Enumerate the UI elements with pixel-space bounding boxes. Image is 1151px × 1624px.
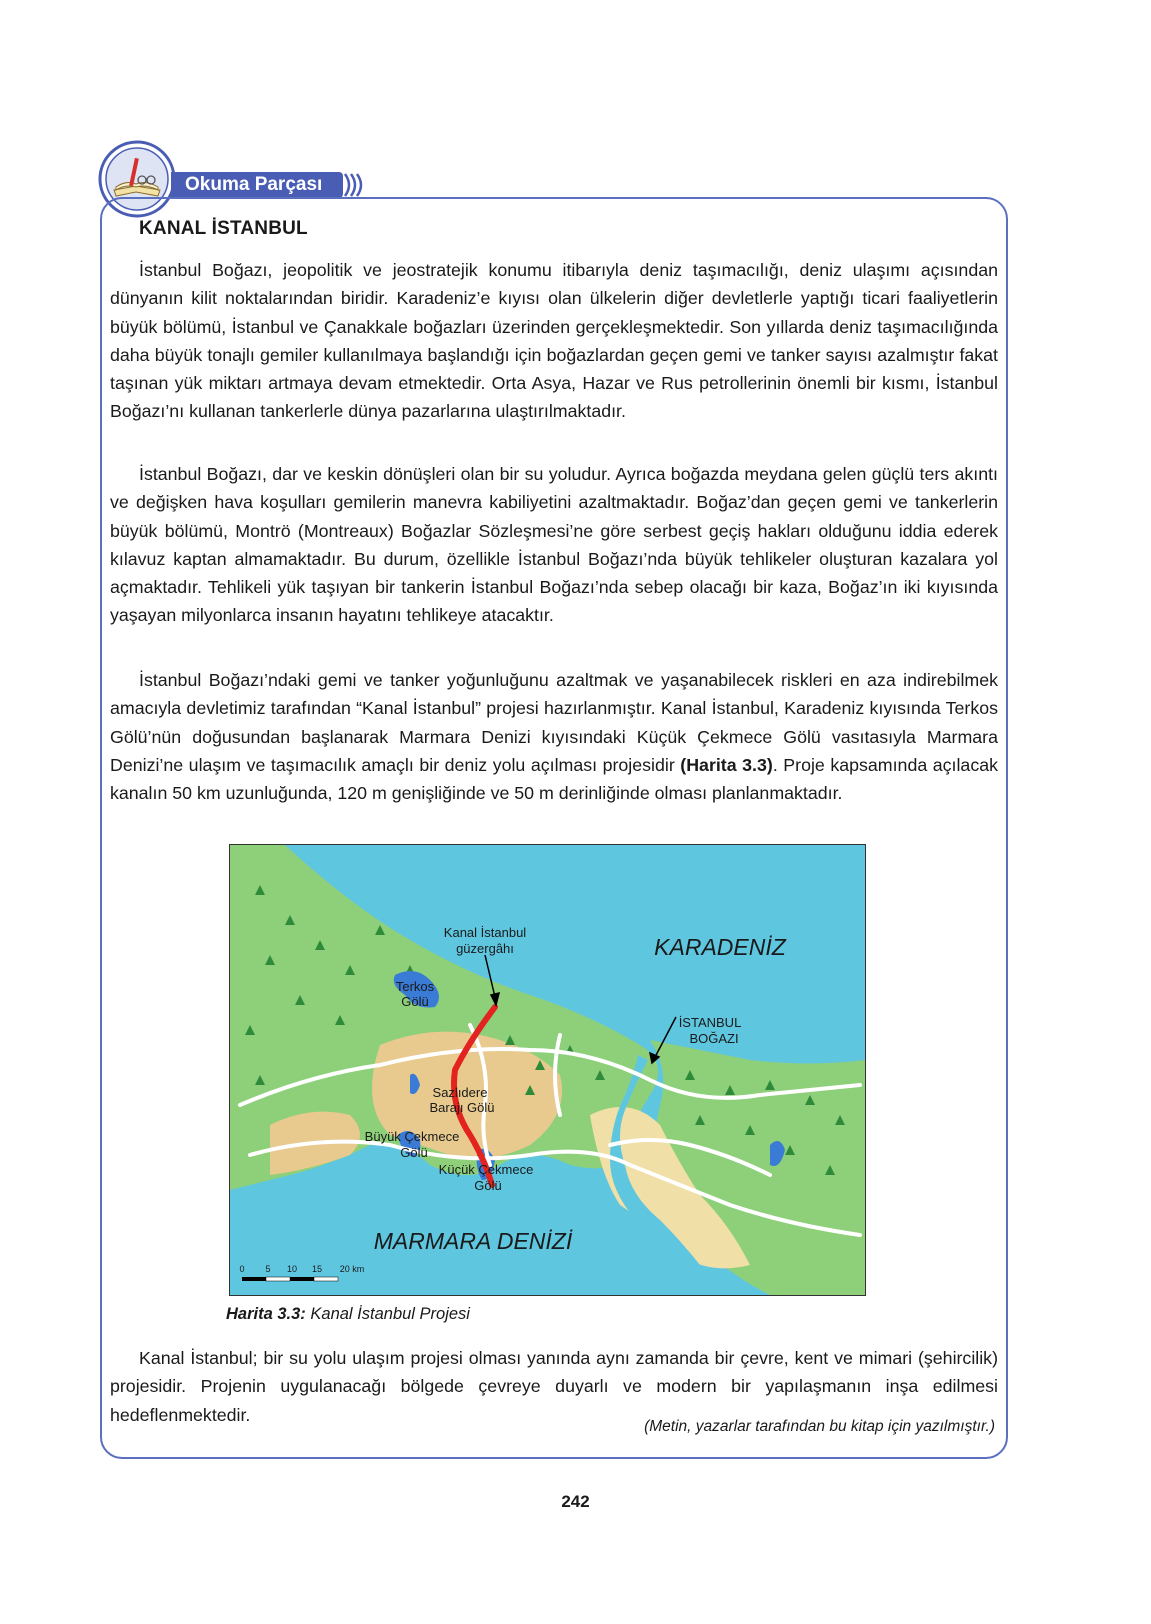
buyuk-cekmece-label-1: Büyük Çekmece	[364, 1129, 460, 1144]
karadeniz-label: KARADENİZ	[654, 934, 786, 960]
paragraph-2: İstanbul Boğazı, dar ve keskin dönüşleri olan bir su yoludur. Ayrıca boğazda meydana gelen güçlü ters akıntı ve değişken hava koşulları gemilerin manevra kabiliyetini azaltmaktadır. Boğaz’dan geçen gemi ve tankerlerin büyük bölümü, Montrö (Montreaux) Boğazlar Sözleşmesi’ne göre serbest geçiş hakları olduğunu iddia ederek kılavuz kaptan almamaktadır. Bu durum, özellikle İstanbul Boğazı’nda büyük tehlikeler oluşturan kazalara yol açmaktadır. Tehlikeli yük taşıyan bir tankerin İstanbul Boğazı’nda sebep olacağı bir kaza, Boğaz’ın iki kıyısında yaşayan milyonlarca insanın hayatını tehlikeye atacaktır.	[110, 464, 998, 626]
route-label-1: Kanal İstanbul	[443, 925, 527, 940]
section-tab: Okuma Parçası	[171, 172, 343, 198]
buyuk-cekmece-label-2: Gölü	[400, 1145, 428, 1160]
kanal-istanbul-map	[229, 844, 866, 1296]
terkos-label-2: Gölü	[401, 994, 429, 1009]
paragraph-3	[110, 666, 998, 807]
caption-label: Harita 3.3:	[226, 1305, 306, 1323]
scale-tick-15: 15	[311, 1264, 323, 1274]
scale-tick-5: 5	[265, 1264, 271, 1274]
sazlidere-label-1: Sazlıdere	[432, 1085, 488, 1100]
scale-tick-10: 10	[286, 1264, 298, 1274]
terkos-label-1: Terkos	[395, 979, 435, 994]
map-caption	[226, 1305, 470, 1324]
page-number: 242	[561, 1492, 590, 1511]
source-note: (Metin, yazarlar tarafından bu kitap için yazılmıştır.)	[644, 1418, 995, 1435]
paragraph-3-text-b: . Proje kapsamında açılacak kanalın 50 km uzunluğunda, 120 m genişliğinde ve 50 m derinliğinde olması planlanmaktadır.	[110, 754, 998, 804]
map-reference: (Harita 3.3)	[680, 754, 773, 775]
scale-tick-20: 20 km	[339, 1264, 365, 1274]
route-label-2: güzergâhı	[456, 941, 514, 956]
kucuk-cekmece-label-2: Gölü	[474, 1178, 502, 1193]
paragraph-3-text-a: İstanbul Boğazı’ndaki gemi ve tanker yoğunluğunu azaltmak ve yaşanabilecek riskleri en aza indirebilmek amacıyla devletimiz tarafından “Kanal İstanbul” projesi hazırlanmıştır. Kanal İstanbul, Karadeniz kıyısında Terkos Gölü’nün doğusundan başlanarak Marmara Denizi kıyısındaki Küçük Çekmece Gölü vasıtasıyla Marmara Denizi’ne ulaşım ve taşımacılık amaçlı bir deniz yolu açılması projesidir	[110, 670, 998, 775]
marmara-label: MARMARA DENİZİ	[373, 1228, 573, 1254]
scale-tick-0: 0	[239, 1264, 245, 1274]
paragraph-1: İstanbul Boğazı, jeopolitik ve jeostratejik konumu itibarıyla deniz taşımacılığı, deniz ulaşımı açısından dünyanın kilit noktalarından biridir. Karadeniz’e kıyısı olan ülkelerin diğer devletlerle yaptığı ticari faaliyetlerin büyük bölümü, İstanbul ve Çanakkale boğazları üzerinden gerçekleşmektedir. Son yıllarda deniz taşımacılığında daha büyük tonajlı gemiler kullanılmaya başlandığı için boğazlardan geçen gemi ve tanker sayısı azalmıştır fakat taşınan yük miktarı artmaya devam etmektedir. Orta Asya, Hazar ve Rus petrollerinin önemli bir kısmı, İstanbul Boğazı’nı kullanan tankerlerle dünya pazarlarına ulaştırılmaktadır.	[110, 260, 998, 422]
kucuk-cekmece-label-1: Küçük Çekmece	[438, 1162, 534, 1177]
bogaz-label-1: İSTANBUL	[678, 1015, 742, 1030]
bogaz-label-2: BOĞAZI	[689, 1031, 739, 1046]
article-title: KANAL İSTANBUL	[139, 218, 308, 239]
caption-text: Kanal İstanbul Projesi	[305, 1305, 470, 1323]
paragraph-4: Kanal İstanbul; bir su yolu ulaşım projesi olması yanında aynı zamanda bir çevre, kent ve mimari (şehircilik) projesidir. Projenin uygulanacağı bölgede çevreye duyarlı ve modern bir yapılaşmanın inşa edilmesi hedeflenmektedir.	[110, 1348, 998, 1425]
tab-arcs-decoration	[343, 170, 367, 200]
sazlidere-label-2: Barajı Gölü	[429, 1100, 495, 1115]
